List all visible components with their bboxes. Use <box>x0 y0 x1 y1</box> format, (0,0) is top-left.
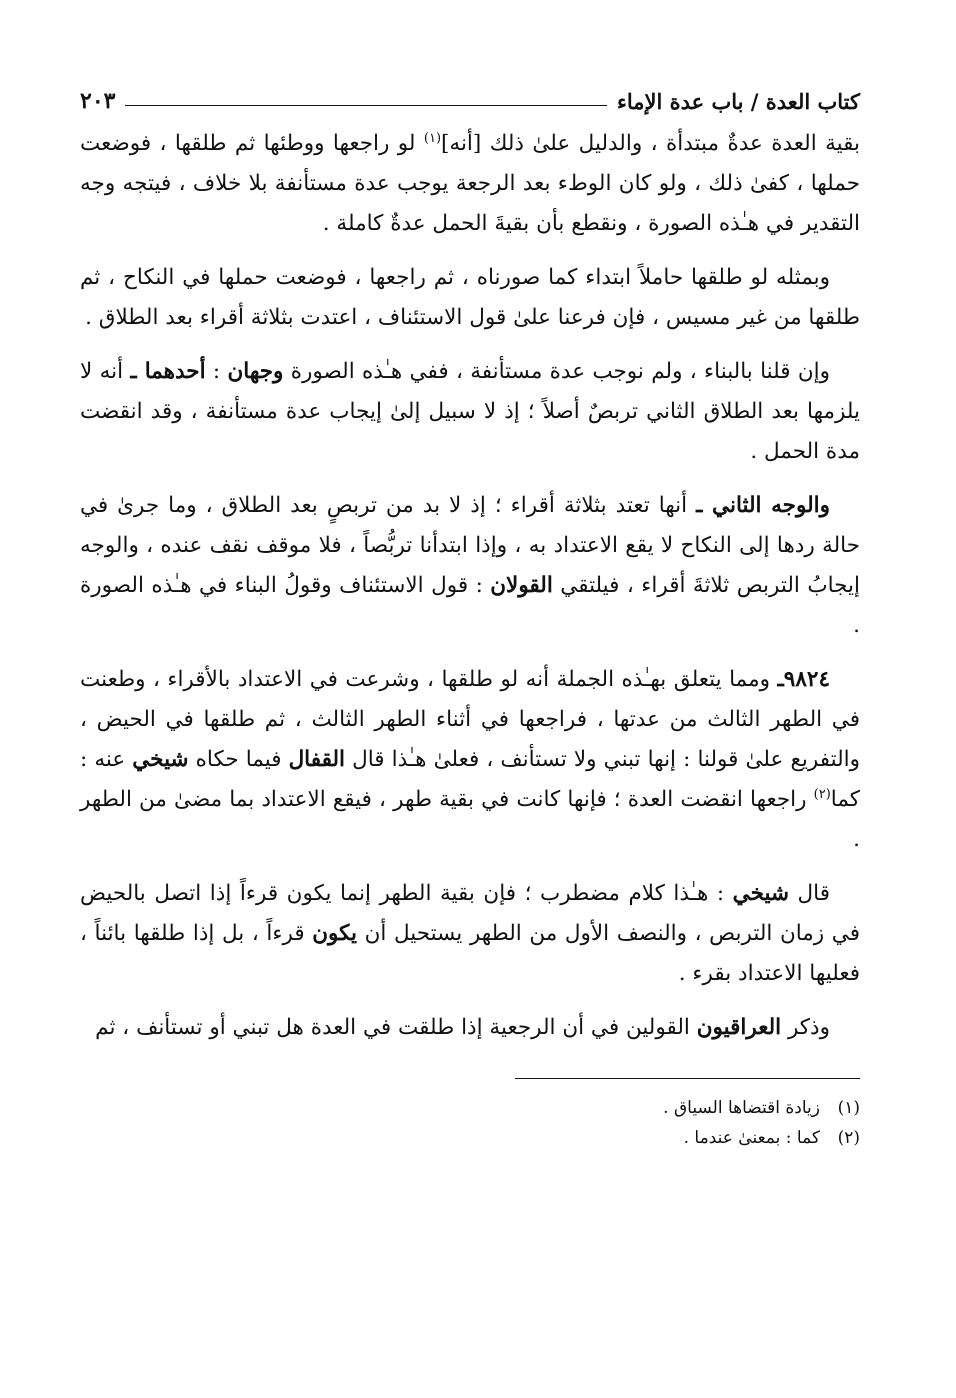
paragraph-6-bold-2: يكون <box>312 921 357 946</box>
page-number: ٢٠٣ <box>80 88 116 114</box>
paragraph-4-text-b: : قول الاستئناف وقولُ البناء في هـٰذه الصورة . <box>80 573 860 638</box>
paragraph-4-bold-2: القولان <box>490 573 553 598</box>
footnote-1-number: (١) <box>837 1098 860 1118</box>
paragraph-5-text-a: ومما يتعلق بهـٰذه الجملة أنه لو طلقها ، وشرعت في الاعتداد بالأقراء ، وطعنت في الطهر الثالث من عدتها ، فراجعها في أثناء الطهر الثالث ، ثم طلقها في الحيض ، والتفريع علىٰ قولنا : إنها تبني ولا تستأنف ، فعلىٰ هـٰذا قال <box>80 667 861 772</box>
paragraph-3 <box>80 352 860 472</box>
footnote-ref-1: (١) <box>423 130 442 146</box>
paragraph-3-bold-2: أحدهما ـ <box>130 359 206 384</box>
footnote-2-text: كما : بمعنىٰ عندما . <box>683 1128 820 1148</box>
footnote-ref-2: (٢) <box>813 786 831 802</box>
paragraph-7-text-a: وذكر <box>781 1015 830 1040</box>
paragraph-5-text-b: فيما حكاه <box>188 747 289 772</box>
header-rule <box>125 105 607 106</box>
paragraph-5-text-d: راجعها انقضت العدة ؛ فإنها كانت في بقية طهر ، فيقع الاعتداد بما مضىٰ من الطهر . <box>80 787 860 852</box>
paragraph-6-bold-1: شيخي <box>732 881 789 906</box>
paragraph-6-text-c: قرءاً ، بل إذا طلقها بائناً ، فعليها الاعتداد بقرء . <box>80 921 860 986</box>
footnote-1 <box>80 1093 860 1123</box>
paragraph-4-text-a: أنها تعتد بثلاثة أقراء ؛ إذ لا بد من تربصٍ بعد الطلاق ، وما جرىٰ في حالة ردها إلى النكاح لا يقع الاعتداد به ، وإذا ابتدأنا تربُّصاً ، فلا موقف نقف عنده ، والوجه إيجابُ التربص ثلاثةَ أقراء ، فيلتقي <box>80 493 860 598</box>
running-title: كتاب العدة / باب عدة الإماء <box>616 89 860 114</box>
running-header <box>80 70 860 114</box>
page-body <box>80 124 860 1048</box>
paragraph-3-text-b: : <box>205 359 228 384</box>
paragraph-1-text-b: لو راجعها ووطئها ثم طلقها ، فوضعت حملها ، كفىٰ ذلك ، ولو كان الوطء بعد الرجعة يوجب عدة مستأنفة بلا خلاف ، فيتجه وجه التقدير في هـٰذه الصورة ، ونقطع بأن بقيةَ الحمل عدةٌ كاملة . <box>80 131 860 236</box>
paragraph-7-bold-1: العراقيون <box>696 1015 782 1040</box>
paragraph-5 <box>80 660 860 860</box>
paragraph-2: وبمثله لو طلقها حاملاً ابتداء كما صورناه ، ثم راجعها ، فوضعت حملها في النكاح ، ثم طلقها من غير مسيس ، فإن فرعنا علىٰ قول الاستئناف ، اعتدت بثلاثة أقراء بعد الطلاق . <box>80 265 860 330</box>
paragraph-5-bold-2: شيخي <box>132 747 189 772</box>
paragraph-7-text-b: القولين في أن الرجعية إذا طلقت في العدة هل تبني أو تستأنف ، ثم <box>95 1015 697 1040</box>
paragraph-7 <box>80 1008 860 1048</box>
footnote-rule <box>515 1078 860 1079</box>
paragraph-6-text-b: : هـٰذا كلام مضطرب ؛ فإن بقية الطهر إنما يكون قرءاً إذا اتصل بالحيض في زمان التربص ، والنصف الأول من الطهر يستحيل أن <box>80 881 860 946</box>
paragraph-6 <box>80 874 860 994</box>
footnote-1-text: زيادة اقتضاها السياق . <box>663 1098 820 1118</box>
paragraph-4 <box>80 486 860 646</box>
paragraph-6-text-a: قال <box>788 881 830 906</box>
paragraph-1-text-a: بقية العدة عدةٌ مبتدأة ، والدليل علىٰ ذلك [أنه] <box>441 131 860 156</box>
footnotes <box>80 1093 860 1153</box>
paragraph-5-bold-1: القفال <box>288 747 346 772</box>
paragraph-3-text-a: وإن قلنا بالبناء ، ولم نوجب عدة مستأنفة ، ففي هـٰذه الصورة <box>283 359 831 384</box>
book-page <box>80 70 860 1360</box>
paragraph-5-text-c: عنه : كما <box>80 747 860 812</box>
paragraph-4-bold-1: والوجه الثاني ـ <box>696 493 830 518</box>
paragraph-3-bold-1: وجهان <box>227 359 284 384</box>
paragraph-3-text-c: أنه لا يلزمها بعد الطلاق الثاني تربصٌ أصلاً ؛ إذ لا سبيل إلىٰ إيجاب عدة مستأنفة ، وقد انقضت مدة الحمل . <box>80 359 860 464</box>
paragraph-1 <box>80 124 860 244</box>
issue-number: ٩٨٢٤ـ <box>777 667 830 692</box>
footnote-2 <box>80 1123 860 1153</box>
footnote-2-number: (٢) <box>837 1128 860 1148</box>
